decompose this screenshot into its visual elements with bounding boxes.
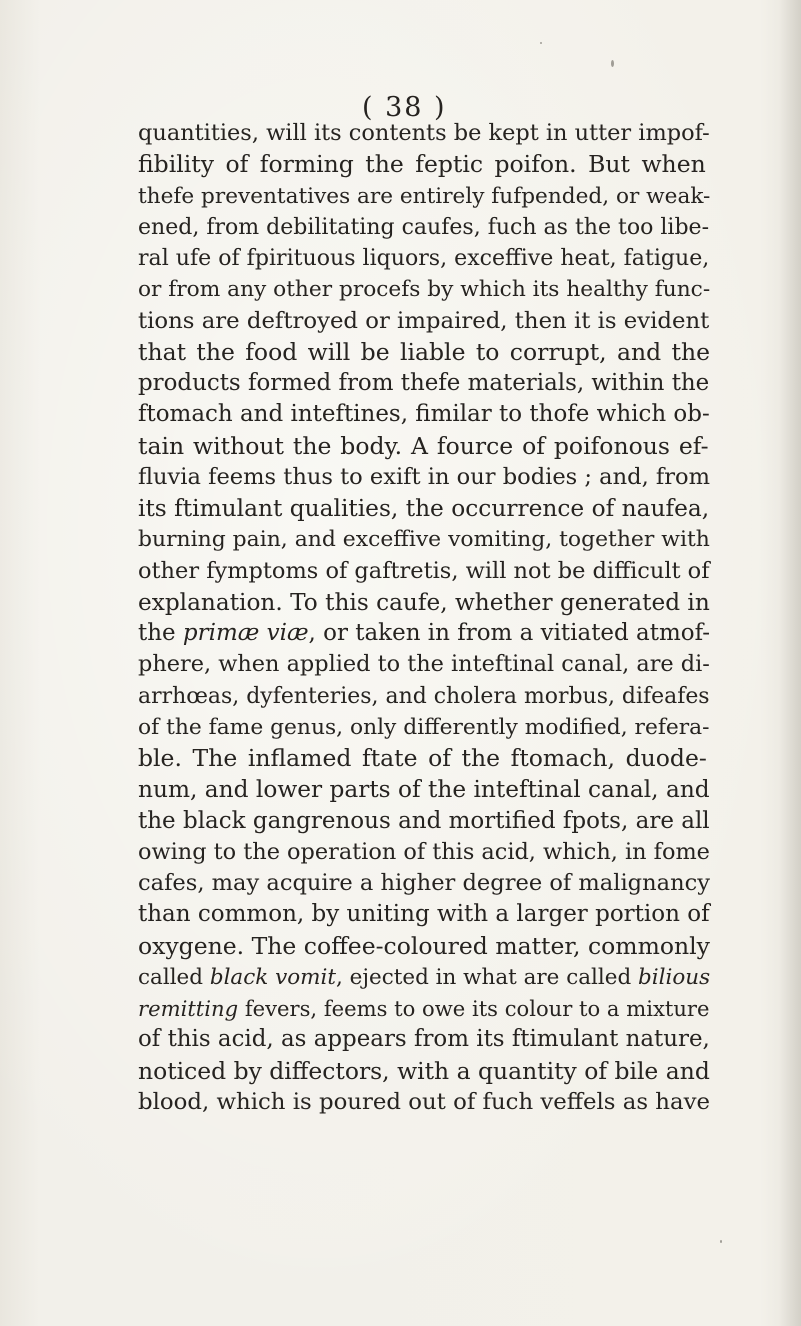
text-line: [138, 149, 710, 180]
text-line: [138, 431, 710, 462]
text-line: [138, 743, 710, 774]
text-line: [138, 181, 710, 212]
text-segment: oxygene. The coffee-coloured matter, commonly: [138, 931, 710, 960]
text-line: [138, 306, 710, 337]
text-segment: or from any other procefs by which its healthy func-: [138, 277, 711, 303]
italic-text: remitting: [138, 996, 239, 1021]
text-line: [138, 1087, 710, 1118]
text-line: [138, 493, 710, 524]
text-line: [138, 587, 710, 618]
text-line: [138, 806, 710, 837]
text-line: [138, 274, 710, 305]
text-segment: , or taken in from a vitiated atmof-: [308, 620, 711, 646]
text-segment: called: [138, 964, 210, 990]
text-line: [138, 962, 710, 993]
text-segment: the: [138, 620, 183, 646]
text-line: [138, 243, 710, 274]
text-segment: ened, from debilitating caufes, fuch as the too libe-: [138, 214, 710, 240]
text-line: [138, 931, 710, 962]
page-edge-shadow: [779, 0, 801, 1326]
text-segment: products formed from thefe materials, within the: [138, 370, 710, 396]
ink-speck: [720, 1240, 722, 1243]
text-segment: thefe preventatives are entirely fufpended, or weak-: [138, 183, 711, 209]
text-line: [138, 524, 710, 555]
text-segment: fibility of forming the feptic poifon. But when: [138, 150, 706, 179]
text-line: [138, 993, 710, 1024]
page-number: ( 38 ): [362, 92, 447, 123]
text-line: [138, 649, 710, 680]
text-line: [138, 556, 710, 587]
italic-text: primæ viæ: [182, 620, 309, 646]
text-line: [138, 1024, 710, 1055]
text-segment: explanation. To this caufe, whether generated in: [138, 588, 710, 616]
text-segment: num, and lower parts of the inteftinal canal, and: [138, 776, 710, 804]
text-line: [138, 774, 710, 805]
text-line: [138, 1056, 710, 1087]
text-line: [138, 837, 710, 868]
text-segment: cafes, may acquire a higher degree of malignancy: [138, 870, 710, 896]
italic-text: bilious: [638, 964, 711, 990]
text-line: [138, 618, 710, 649]
text-segment: fluvia feems thus to exift in our bodies ; and, from: [138, 463, 710, 490]
text-segment: phere, when applied to the inteftinal canal, are di-: [138, 651, 710, 678]
text-segment: tions are deftroyed or impaired, then it is evident: [138, 307, 710, 334]
text-segment: than common, by uniting with a larger portion of: [138, 901, 710, 928]
text-segment: blood, which is poured out of fuch veffels as have: [138, 1088, 710, 1115]
ink-speck: [540, 42, 542, 44]
text-segment: arrhœas, dyfenteries, and cholera morbus, difeafes: [138, 683, 710, 709]
text-line: [138, 712, 710, 743]
italic-text: black vomit: [209, 964, 336, 990]
text-segment: of this acid, as appears from its ftimulant nature,: [138, 1026, 710, 1053]
text-line: [138, 399, 710, 430]
body-text: [138, 118, 710, 1118]
text-segment: fevers, feems to owe its colour to a mixture: [238, 996, 710, 1021]
text-line: [138, 118, 710, 149]
text-segment: that the food will be liable to corrupt, and the: [138, 337, 711, 366]
text-segment: quantities, will its contents be kept in utter impof-: [138, 120, 710, 146]
text-segment: ble. The inflamed ftate of the ftomach, duode-: [138, 744, 707, 772]
text-segment: the black gangrenous and mortified fpots, are all: [138, 807, 710, 834]
text-segment: burning pain, and exceffive vomiting, together with: [138, 527, 710, 553]
ink-speck: [611, 60, 614, 67]
text-segment: ral ufe of fpirituous liquors, exceffive heat, fatigue,: [138, 246, 710, 271]
text-segment: ftomach and inteftines, fimilar to thofe which ob-: [138, 401, 710, 428]
text-line: [138, 337, 710, 368]
text-segment: owing to the operation of this acid, which, in fome: [138, 838, 710, 865]
text-segment: of the fame genus, only differently modified, refera-: [138, 714, 710, 740]
text-line: [138, 368, 710, 399]
text-segment: other fymptoms of gaftretis, will not be difficult of: [138, 557, 710, 584]
text-line: [138, 681, 710, 712]
text-line: [138, 212, 710, 243]
text-line: [138, 899, 710, 930]
text-segment: , ejected in what are called: [336, 964, 639, 990]
text-line: [138, 462, 710, 493]
text-line: [138, 868, 710, 899]
text-segment: tain without the body. A fource of poifonous ef-: [138, 431, 709, 460]
text-segment: noticed by diffectors, with a quantity of bile and: [138, 1056, 710, 1085]
text-segment: its ftimulant qualities, the occurrence of naufea,: [138, 495, 710, 522]
